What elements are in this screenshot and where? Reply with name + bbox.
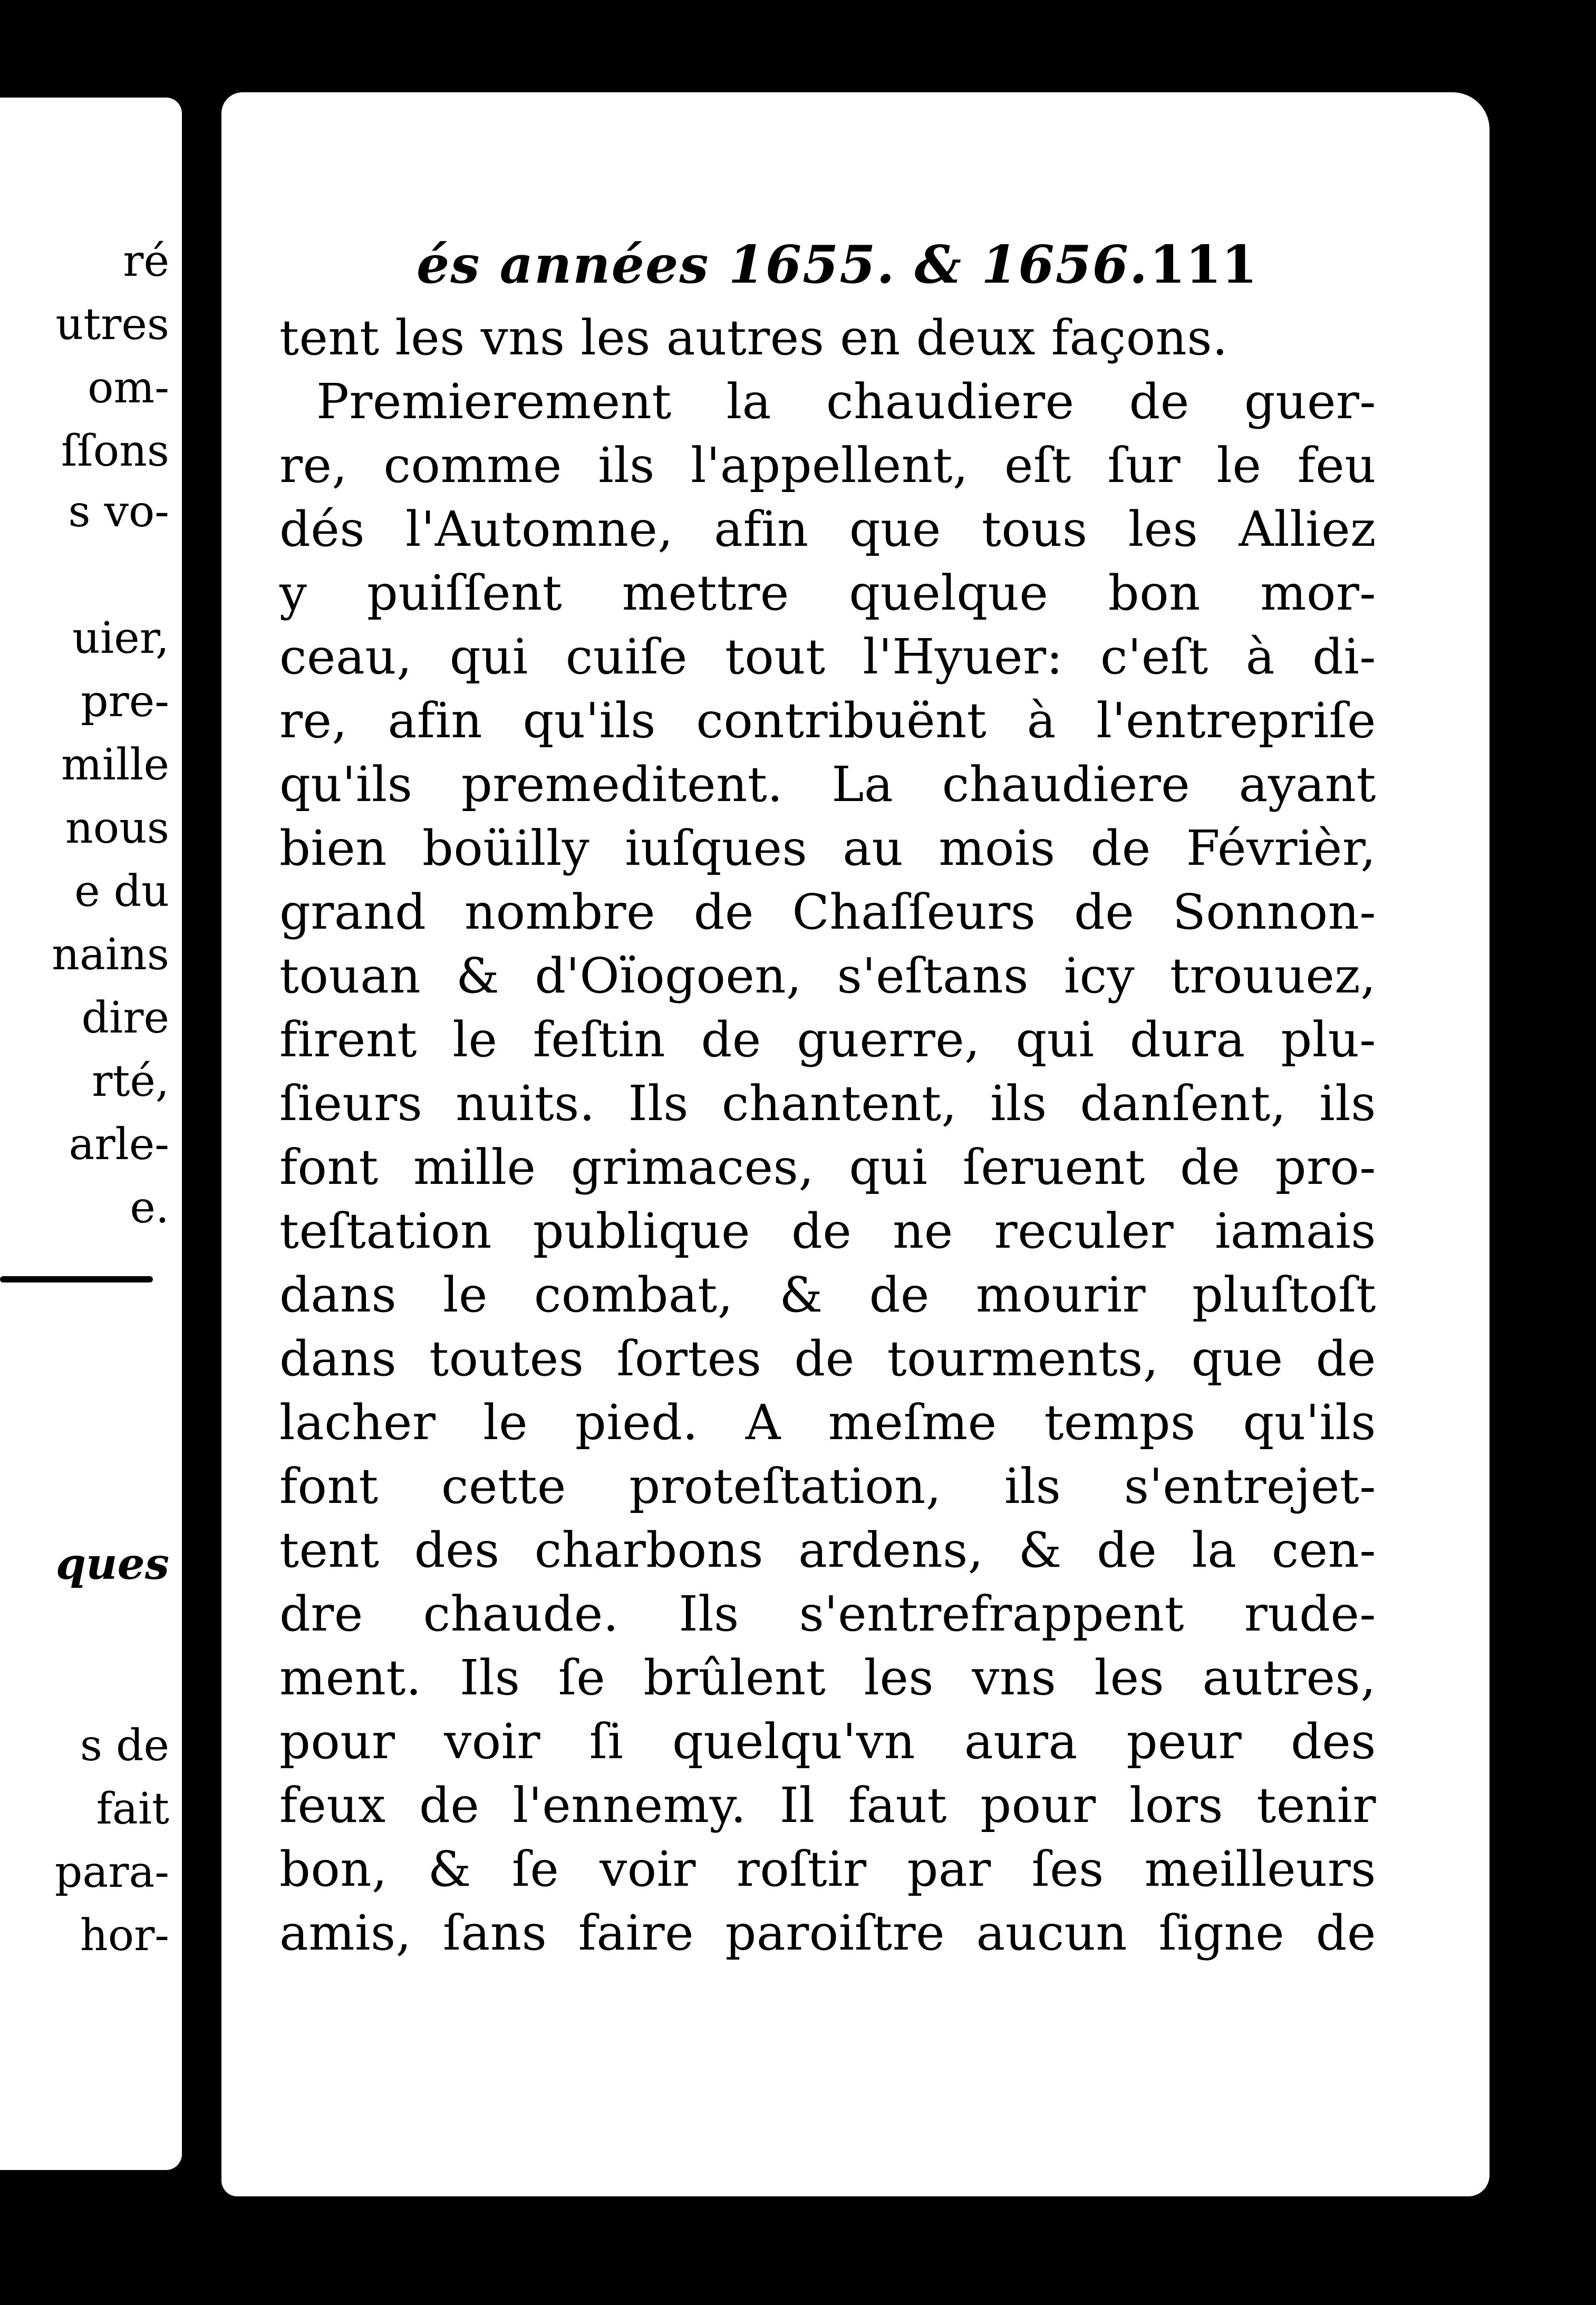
text-line: firent le feſtin de guerre, qui dura plu- bbox=[279, 1011, 1376, 1068]
text-line: dés l'Automne, afin que tous les Alliez bbox=[279, 501, 1376, 557]
text-line: y puiſſent mettre quelque bon mor- bbox=[279, 565, 1376, 621]
left-line: s de bbox=[80, 1721, 169, 1771]
left-line: uier, bbox=[72, 613, 169, 663]
left-line: s vo- bbox=[68, 487, 169, 537]
left-line: fait bbox=[96, 1784, 169, 1834]
page-number: 111 bbox=[1149, 235, 1258, 295]
text-line: Premierement la chaudiere de guer- bbox=[316, 373, 1376, 430]
body-text bbox=[279, 306, 1376, 1965]
running-title: és années 1655. & 1656. bbox=[417, 235, 1149, 295]
left-line: para- bbox=[54, 1847, 169, 1897]
text-line: re, comme ils l'appellent, eſt ſur le feu bbox=[279, 437, 1376, 494]
main-page bbox=[221, 92, 1489, 2196]
left-line: arle- bbox=[69, 1120, 169, 1170]
text-line: dre chaude. Ils s'entrefrappent rude- bbox=[279, 1586, 1376, 1642]
text-line: bon, & ſe voir roſtir par ſes meilleurs bbox=[279, 1841, 1376, 1897]
left-line: om- bbox=[88, 363, 169, 413]
text-line: teſtation publique de ne reculer iamais bbox=[279, 1203, 1376, 1259]
text-line: dans toutes ſortes de tourments, que de bbox=[279, 1330, 1376, 1387]
left-page-fragment bbox=[0, 98, 182, 2170]
left-line: ſſons bbox=[61, 426, 169, 476]
left-line: dire bbox=[81, 993, 169, 1043]
left-line: utres bbox=[55, 300, 169, 350]
left-line: hor- bbox=[80, 1911, 169, 1961]
text-line: re, afin qu'ils contribuënt à l'entrepriſe bbox=[279, 692, 1376, 749]
text-line: feux de l'ennemy. Il faut pour lors tenir bbox=[279, 1777, 1376, 1834]
text-line: ment. Ils ſe brûlent les vns les autres, bbox=[279, 1650, 1376, 1706]
left-line: nous bbox=[65, 803, 169, 853]
left-line: e du bbox=[74, 866, 169, 917]
left-line: mille bbox=[61, 740, 169, 790]
text-line: grand nombre de Chaſſeurs de Sonnon- bbox=[279, 884, 1376, 940]
left-line: ré bbox=[123, 236, 169, 286]
text-line: lacher le pied. A meſme temps qu'ils bbox=[279, 1394, 1376, 1451]
left-line: ques bbox=[55, 1539, 169, 1589]
text-line: font mille grimaces, qui ſeruent de pro- bbox=[279, 1139, 1376, 1195]
text-line: pour voir ſi quelqu'vn aura peur des bbox=[279, 1713, 1376, 1770]
text-line: tent des charbons ardens, & de la cen- bbox=[279, 1522, 1376, 1578]
text-line: ſieurs nuits. Ils chantent, ils danſent, ils bbox=[279, 1075, 1376, 1132]
text-line: touan & d'Oïogoen, s'eſtans icy trouuez, bbox=[279, 948, 1376, 1004]
text-line: ceau, qui cuiſe tout l'Hyuer: c'eſt à di- bbox=[279, 629, 1376, 685]
text-line: bien boüilly iuſques au mois de Févrièr, bbox=[279, 820, 1376, 876]
left-divider-rule bbox=[0, 1276, 153, 1282]
left-line: nains bbox=[52, 930, 169, 980]
text-line: qu'ils premeditent. La chaudiere ayant bbox=[279, 756, 1376, 813]
left-line: pre- bbox=[81, 677, 169, 727]
left-line: rté, bbox=[92, 1056, 169, 1106]
running-header bbox=[221, 235, 1489, 303]
text-line: amis, ſans faire paroiſtre aucun ſigne de bbox=[279, 1905, 1376, 1961]
text-line: dans le combat, & de mourir pluſtoſt bbox=[279, 1267, 1376, 1323]
text-line: tent les vns les autres en deux façons. bbox=[279, 310, 1228, 366]
left-line: e. bbox=[130, 1183, 169, 1233]
text-line: font cette proteſtation, ils s'entrejet- bbox=[279, 1458, 1376, 1515]
